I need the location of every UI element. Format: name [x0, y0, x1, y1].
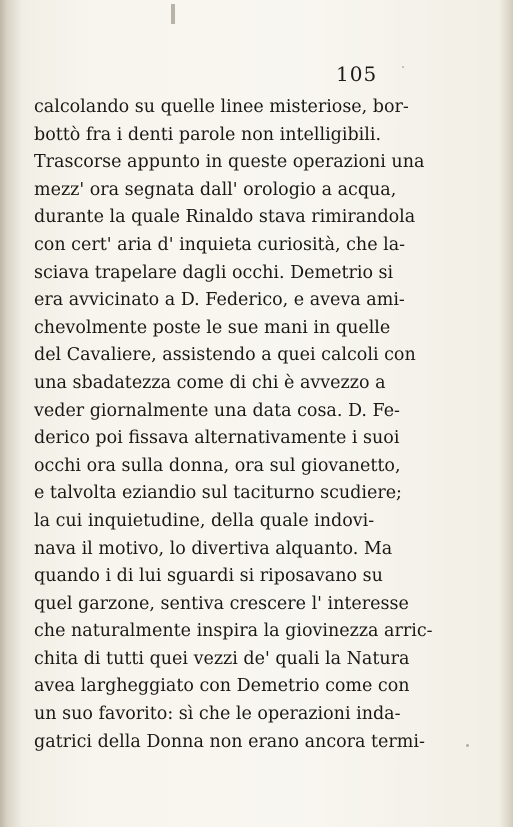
text-line: chevolmente poste le sue mani in quelle	[34, 317, 391, 338]
text-line: occhi ora sulla donna, ora sul giovanetto,	[34, 455, 401, 476]
text-line: sciava trapelare dagli occhi. Demetrio si	[34, 262, 394, 283]
text-line: veder giornalmente una data cosa. D. Fe-	[34, 400, 400, 421]
text-line: Trascorse appunto in queste operazioni una	[34, 152, 425, 173]
page-mark	[171, 4, 175, 24]
paper-speck	[466, 744, 469, 747]
text-line: quando i di lui sguardi si riposavano su	[34, 566, 383, 587]
text-line: era avvicinato a D. Federico, e aveva ami-	[34, 290, 405, 311]
text-line: derico poi fissava alternativamente i suoi	[34, 428, 400, 449]
text-line: nava il motivo, lo divertiva alquanto. Ma	[34, 538, 393, 559]
text-line: mezz' ora segnata dall' orologio a acqua,	[34, 179, 397, 200]
text-line: del Cavaliere, assistendo a quei calcoli con	[34, 345, 416, 366]
text-line: e talvolta eziandio sul taciturno scudiere;	[34, 483, 402, 504]
page-edge-shadow	[499, 0, 513, 827]
text-line: gatrici della Donna non erano ancora termi-	[34, 731, 425, 752]
text-line: chita di tutti quei vezzi de' quali la Natura	[34, 648, 410, 669]
text-line: con cert' aria d' inquieta curiosità, che la-	[34, 234, 406, 255]
text-line: un suo favorito: sì che le operazioni inda-	[34, 704, 401, 725]
text-line: che naturalmente inspira la giovinezza arric-	[34, 621, 433, 642]
spine-shadow	[0, 0, 22, 827]
text-line: bottò fra i denti parole non intelligibili.	[34, 124, 382, 145]
text-line: durante la quale Rinaldo stava rimirandola	[34, 207, 416, 228]
text-line: quel garzone, sentiva crescere l' interesse	[34, 593, 409, 614]
text-line: calcolando su quelle linee misteriose, bor-	[34, 97, 409, 117]
page-number: 105	[336, 62, 378, 86]
body-text	[34, 94, 433, 756]
text-line: avea largheggiato con Demetrio come con	[34, 676, 410, 697]
paper-speck	[402, 66, 404, 68]
text-line: una sbadatezza come di chi è avvezzo a	[34, 372, 386, 393]
text-line: la cui inquietudine, della quale indovi-	[34, 510, 375, 531]
